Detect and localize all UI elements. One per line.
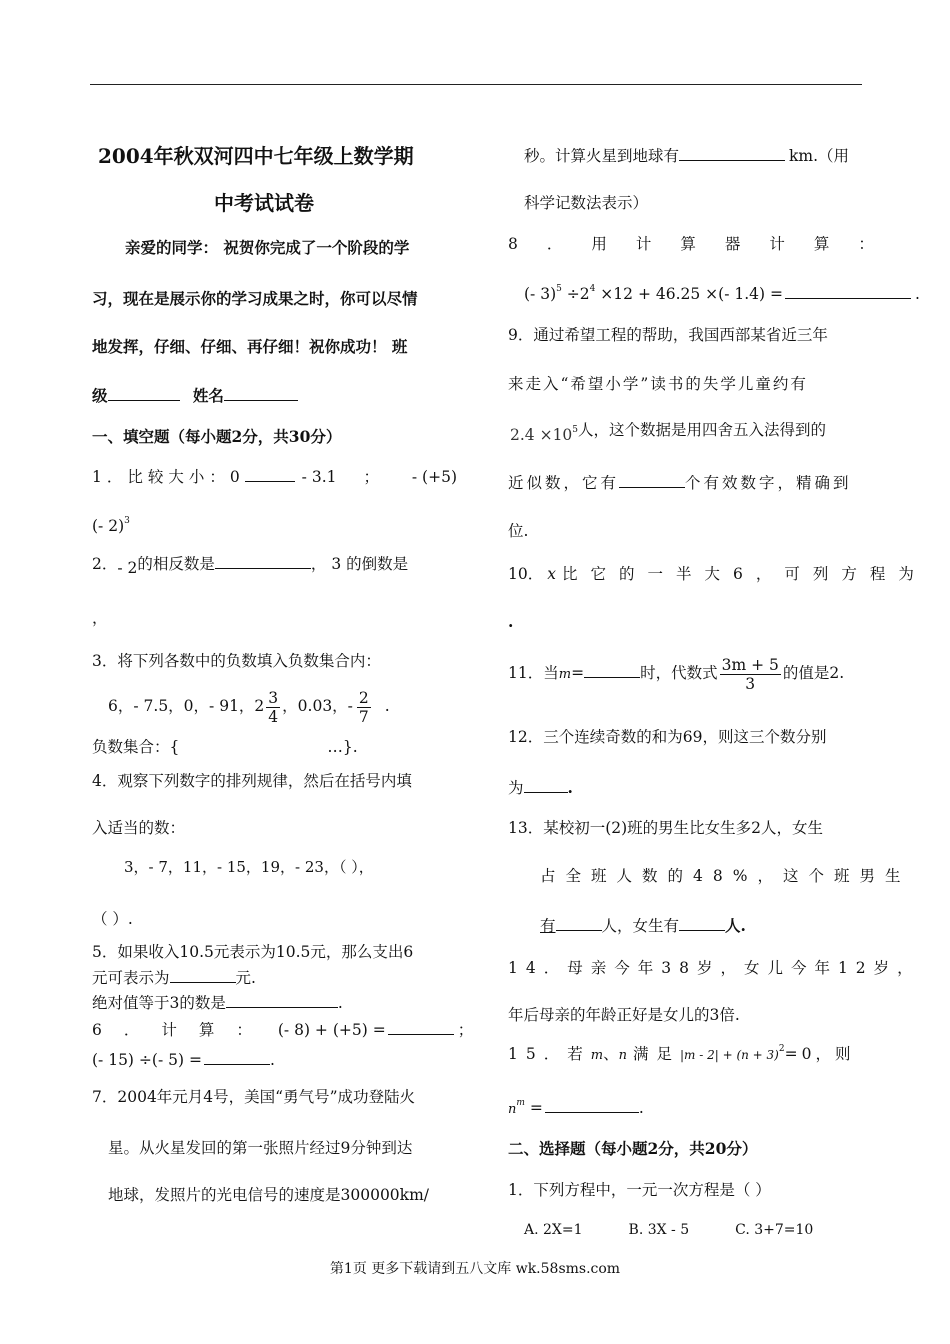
q2-mid: 的相反数是: [137, 555, 215, 573]
q15-blank[interactable]: [545, 1097, 639, 1113]
q6-line2: [92, 1049, 275, 1070]
q15-end: .: [638, 1099, 644, 1117]
q3-set-line: [92, 737, 358, 757]
q1-line: [92, 466, 457, 487]
q15-nm-base: n: [508, 1102, 517, 1117]
q7-line1: 7．2004年元月4号，美国“勇气号”成功登陆火: [92, 1088, 416, 1106]
q2-prefix: 2．: [92, 555, 118, 573]
intro-line3: 地发挥，仔细、仔细、再仔细！祝你成功！ 班: [92, 337, 408, 356]
q8-expr-c: ×12 + 46.25 ×(- 1.4) =: [595, 285, 783, 303]
q6-expr2: (- 15) ÷(- 5) =: [92, 1051, 202, 1069]
q3-end: .: [384, 697, 390, 715]
q14-line2: 年后母亲的年龄正好是女儿的3倍.: [508, 1006, 740, 1024]
q7-line3: 地球，发照片的光电信号的速度是300000km/: [108, 1186, 429, 1204]
q5-line2-a: 元可表示为: [92, 969, 170, 987]
q4-line4: （ ）.: [92, 910, 133, 928]
q11-tail: 的值是2.: [782, 664, 845, 682]
q8-line1-text: 8．用计算器计算：: [508, 235, 903, 253]
q15-eq: =: [524, 1099, 543, 1117]
q13-line3-c: 人.: [725, 916, 746, 935]
option-a[interactable]: A. 2X=1: [524, 1222, 583, 1238]
q15-plus: + (n + 3): [718, 1048, 779, 1062]
q8-end: .: [914, 285, 920, 303]
q3-f1-den: 4: [268, 707, 279, 726]
q5-line3-end: .: [337, 994, 343, 1012]
q11-num: 3m + 5: [721, 655, 779, 674]
q8-expr-a: (- 3): [524, 285, 557, 303]
q11-m: m: [558, 667, 572, 682]
q9-line4-b: 个有效数字，精确到: [685, 474, 852, 492]
q3-fraction-1: [266, 689, 280, 726]
q6-semicolon: ；: [457, 1021, 474, 1039]
q12-line2: [508, 777, 573, 798]
q10-prefix: 10．: [508, 565, 544, 583]
q15-prefix: 15．若: [508, 1045, 591, 1063]
s2-q1: 1．下列方程中，一元一次方程是（ ）: [508, 1181, 771, 1199]
q6-blank-1[interactable]: [388, 1019, 454, 1035]
q7-line4: [524, 145, 849, 166]
q13-line2: 占全班人数的48%，这个班男生: [540, 867, 911, 885]
q11-prefix: 11．当: [508, 664, 559, 682]
q10-line1: [508, 564, 927, 584]
q1-semicolon: ；: [363, 468, 379, 486]
q12-line1: 12．三个连续奇数的和为69，则这三个数分别: [508, 728, 827, 746]
q8-expr-b: ÷2: [561, 285, 590, 303]
q2-neg2: - 2: [117, 559, 138, 577]
q11-line: [508, 655, 844, 693]
q12-blank[interactable]: [524, 777, 568, 793]
q3-set-label: 负数集合：{: [92, 738, 180, 756]
class-name-line: [92, 385, 298, 406]
q9-line2: 来走入“希望小学”读书的失学儿童约有: [508, 375, 808, 393]
q15-abs: |m - 2|: [679, 1048, 719, 1062]
q1-c: [92, 516, 130, 536]
q1-a: - 3.1: [301, 468, 337, 486]
q7-line2: 星。从火星发回的第一张照片经过9分钟到达: [108, 1139, 413, 1157]
q9-line3-text: 人，这个数据是用四舍五入法得到的: [578, 421, 827, 439]
q3-numbers: [108, 688, 390, 726]
q2-tail: ， 3 的倒数是: [310, 555, 409, 573]
q4-sequence: 3，- 7，11，- 15，19，- 23，（ ），: [124, 858, 374, 876]
q12-line2-a: 为: [508, 779, 524, 797]
q7-blank[interactable]: [679, 145, 785, 161]
q6-line1: [92, 1019, 473, 1040]
q9-exp: 5: [572, 425, 579, 435]
q15-line1: [508, 1044, 854, 1066]
q8-line1: [508, 234, 903, 254]
q5-line3-text: 绝对值等于3的数是: [92, 994, 226, 1012]
q3-f1-num: 3: [268, 688, 279, 707]
page-footer: 第1页 更多下载请到五八文库 wk.58sms.com: [329, 1261, 621, 1277]
q1-prefix: 1．比较大小：0: [92, 468, 245, 486]
q4-line2: 入适当的数：: [92, 819, 186, 837]
q7-line5: 科学记数法表示）: [524, 194, 649, 212]
option-b[interactable]: B. 3X - 5: [628, 1222, 690, 1238]
q13-line3-a: 有: [540, 917, 556, 935]
q13-blank-2[interactable]: [679, 915, 725, 931]
q8-expr: [524, 283, 920, 304]
page-title-line2: 中考试试卷: [214, 191, 314, 215]
q5-blank-1[interactable]: [170, 967, 236, 983]
q11-blank[interactable]: [584, 662, 640, 678]
q9-line5: 位.: [508, 522, 529, 540]
q9-line3: [508, 420, 827, 444]
q11-eq: =: [571, 664, 585, 682]
q7-line4-b: km.（用: [789, 147, 850, 165]
q2-comma: ，: [92, 609, 108, 627]
name-label: 姓名: [192, 386, 224, 405]
q5-line1: 5．如果收入10.5元表示为10.5元，那么支出6: [92, 943, 414, 961]
q11-mid: 时，代数式: [640, 664, 718, 682]
option-c[interactable]: C. 3+7=10: [735, 1222, 814, 1238]
q15-line2: [508, 1097, 644, 1120]
q8-blank[interactable]: [785, 283, 911, 299]
q9-line4-a: 近似数，它有: [508, 474, 620, 492]
q15-nm-exp: m: [516, 1098, 525, 1108]
q9-line4: [508, 472, 852, 493]
q15-eq0: =0，则: [784, 1045, 855, 1063]
q4-line1: 4．观察下列数字的排列规律，然后在括号内填: [92, 772, 412, 790]
q10-line2: .: [508, 612, 514, 631]
q15-mid: 满足: [632, 1045, 680, 1063]
q11-den: 3: [745, 674, 756, 693]
q14-line1: 14．母亲今年38岁，女儿今年12岁，: [508, 959, 921, 977]
q10-x: x: [547, 565, 556, 583]
q1-blank-a[interactable]: [245, 466, 295, 482]
q15-sep: 、: [603, 1045, 619, 1063]
page-title-line1: 2004年秋双河四中七年级上数学期: [98, 144, 414, 168]
class-label: 级: [92, 386, 108, 405]
q13-line3: [540, 915, 746, 936]
q6-prefix: 6．计算：: [92, 1021, 274, 1039]
q9-blank[interactable]: [619, 472, 685, 488]
s2-q1-options: [524, 1220, 813, 1240]
class-blank[interactable]: [108, 385, 180, 401]
q1-c-exp: 3: [124, 516, 130, 526]
q7-line4-a: 秒。计算火星到地球有: [524, 147, 680, 165]
q13-line3-b: 人，女生有: [601, 917, 680, 935]
q2-line: [92, 553, 409, 577]
q3-f2-num: 2: [358, 688, 369, 707]
section1-heading: 一、填空题（每小题2分，共30分）: [92, 427, 342, 446]
q5-line2-b: 元.: [235, 969, 256, 987]
q9-line1: 9．通过希望工程的帮助，我国西部某省近三年: [508, 326, 828, 344]
intro-line1: 亲爱的同学： 祝贺你完成了一个阶段的学: [125, 238, 410, 257]
q6-blank-2[interactable]: [204, 1049, 270, 1065]
q6-end: .: [269, 1051, 275, 1069]
q10-line1-text: 比它的一半大6，可列方程为: [561, 565, 927, 583]
q12-line2-b: .: [567, 778, 573, 797]
q3-fraction-2: [357, 689, 371, 726]
header-rule: [90, 84, 862, 85]
q15-n: n: [618, 1048, 627, 1063]
section2-heading: 二、选择题（每小题2分，共20分）: [508, 1139, 758, 1158]
q6-expr1: (- 8) + (+5) =: [277, 1021, 386, 1039]
q1-b: - (+5): [411, 468, 457, 486]
q3-nums2: ，0.03，-: [282, 697, 353, 715]
q15-m: m: [590, 1048, 604, 1063]
q13-blank-1[interactable]: [556, 915, 602, 931]
q13-line1: 13．某校初一(2)班的男生比女生多2人，女生: [508, 819, 824, 837]
q15-exp: 2: [778, 1044, 785, 1054]
intro-line2: 习，现在是展示你的学习成果之时，你可以尽情: [92, 289, 418, 308]
q5-line3: [92, 992, 343, 1013]
q1-c-base: (- 2): [92, 517, 125, 535]
q9-num: 2.4 ×10: [510, 426, 573, 444]
q11-fraction: [720, 656, 781, 693]
q3-f2-den: 7: [358, 707, 369, 726]
q8-exp1: 5: [556, 284, 562, 294]
q3-text: 3．将下列各数中的负数填入负数集合内：: [92, 652, 381, 670]
q3-set-end: …}.: [327, 738, 358, 756]
q8-exp2: 4: [589, 284, 596, 294]
q5-line2: [92, 967, 256, 988]
q5-blank-2[interactable]: [226, 992, 338, 1008]
q2-blank[interactable]: [215, 553, 311, 569]
name-blank[interactable]: [224, 385, 298, 401]
q3-nums: 6，- 7.5，0，- 91，2: [108, 697, 265, 715]
